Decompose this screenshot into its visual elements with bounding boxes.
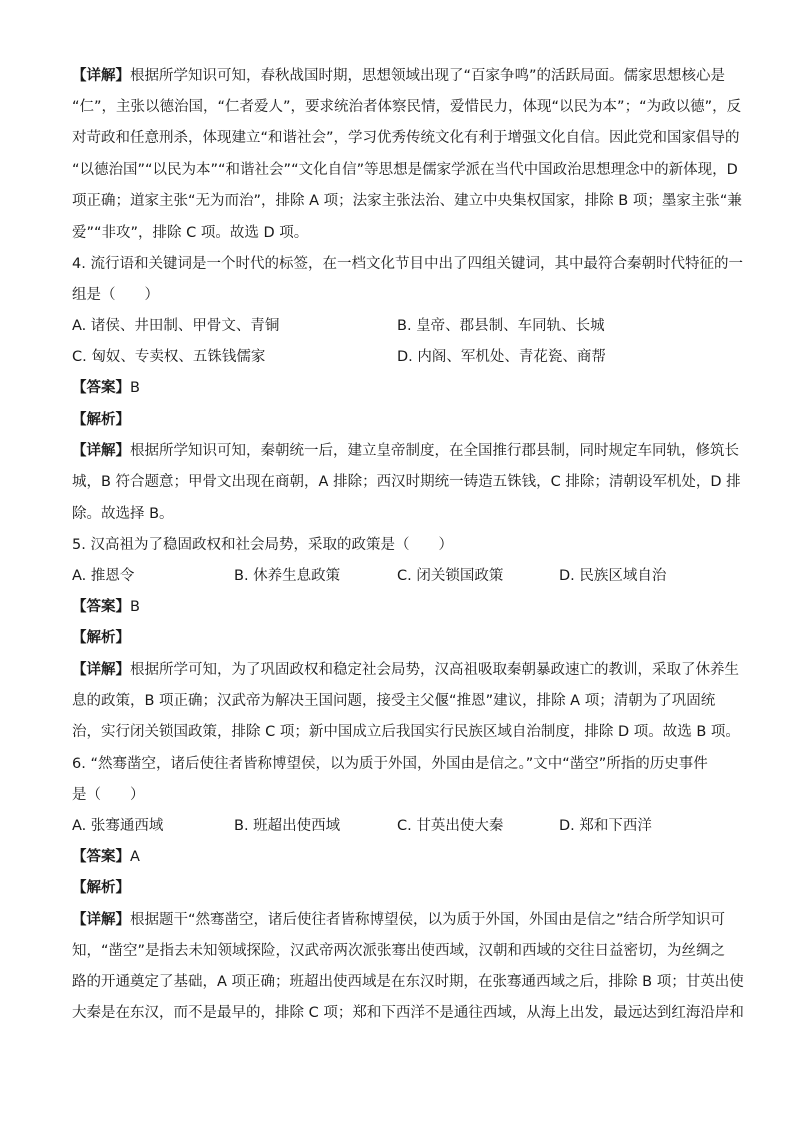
analysis-heading: 【解析】 (72, 412, 130, 428)
detail-line: 大秦是在东汉，而不是最早的，排除 C 项；郑和下西洋不是通往西域，从海上出发，最远达到红海沿岸和 (72, 1005, 744, 1021)
detail-tag: 【详解】 (72, 912, 130, 928)
detail-line: 知，“凿空”是指去未知领域探险，汉武帝两次派张骞出使西域，汉朝和西域的交往日益密切，为丝绸之 (72, 943, 726, 959)
option-c: C. 闭关锁国政策 (397, 568, 504, 584)
answer-line (72, 847, 140, 867)
option-a: A. 推恩令 (72, 568, 135, 584)
detail-tag: 【详解】 (72, 443, 130, 459)
question-stem: 组是（ ） (72, 287, 159, 303)
detail-line (72, 441, 739, 461)
option-d: D. 内阁、军机处、青花瓷、商帮 (397, 349, 606, 365)
detail-line: “以德治国”“以民为本”“和谐社会”“文化自信”等思想是儒家学派在当代中国政治思想理念中的新体现，D (72, 162, 738, 178)
analysis-heading: 【解析】 (72, 880, 130, 896)
detail-line: 路的开通奠定了基础，A 项正确；班超出使西域是在东汉时期，在张骞通西域之后，排除 B 项；甘英出使 (72, 974, 744, 990)
question-stem: 6. “然骞凿空，诸后使往者皆称博望侯，以为质于外国，外国由是信之。”文中“凿空”所指的历史事件 (72, 756, 708, 772)
detail-line (72, 66, 725, 86)
detail-line: 除。故选择 B。 (72, 506, 174, 522)
answer-value: B (130, 380, 140, 396)
option-c: C. 匈奴、专卖权、五铢钱儒家 (72, 349, 266, 365)
option-b: B. 班超出使西域 (234, 818, 341, 834)
detail-line: 城，B 符合题意；甲骨文出现在商朝，A 排除；西汉时期统一铸造五铢钱，C 排除；清朝设军机处，D 排 (72, 474, 741, 490)
question-stem: 4. 流行语和关键词是一个时代的标签，在一档文化节目中出了四组关键词，其中最符合秦朝时代特征的一 (72, 256, 743, 272)
answer-value: A (130, 849, 140, 865)
detail-line: 爱”“非攻”，排除 C 项。故选 D 项。 (72, 225, 309, 241)
detail-line: 对苛政和任意刑杀，体现建立“和谐社会”，学习优秀传统文化有利于增强文化自信。因此党和国家倡导的 (72, 130, 740, 146)
detail-line (72, 660, 739, 680)
option-b: B. 休养生息政策 (234, 568, 341, 584)
detail-text: 根据题干“然骞凿空，诸后使往者皆称博望侯，以为质于外国，外国由是信之”结合所学知识可 (130, 912, 726, 928)
option-c: C. 甘英出使大秦 (397, 818, 504, 834)
detail-text: 根据所学知识可知，春秋战国时期，思想领域出现了“百家争鸣”的活跃局面。儒家思想核心是 (130, 68, 726, 84)
detail-line: 项正确；道家主张“无为而治”，排除 A 项；法家主张法治、建立中央集权国家，排除 B 项；墨家主张“兼 (72, 193, 742, 209)
answer-line (72, 597, 140, 617)
answer-tag: 【答案】 (72, 849, 130, 865)
answer-tag: 【答案】 (72, 599, 130, 615)
option-d: D. 民族区域自治 (559, 568, 667, 584)
question-stem: 是（ ） (72, 787, 145, 803)
analysis-heading: 【解析】 (72, 630, 130, 646)
detail-tag: 【详解】 (72, 68, 130, 84)
detail-text: 根据所学可知，为了巩固政权和稳定社会局势，汉高祖吸取秦朝暴政速亡的教训，采取了休养生 (130, 662, 739, 678)
question-stem: 5. 汉高祖为了稳固政权和社会局势，采取的政策是（ ） (72, 537, 453, 553)
option-a: A. 诸侯、井田制、甲骨文、青铜 (72, 318, 280, 334)
option-a: A. 张骞通西域 (72, 818, 164, 834)
detail-line: 息的政策，B 项正确；汉武帝为解决王国问题，接受主父偃“推恩”建议，排除 A 项；清朝为了巩固统 (72, 693, 716, 709)
answer-value: B (130, 599, 140, 615)
detail-text: 根据所学知识可知，秦朝统一后，建立皇帝制度，在全国推行郡县制，同时规定车同轨，修筑长 (130, 443, 739, 459)
option-d: D. 郑和下西洋 (559, 818, 652, 834)
detail-line (72, 910, 725, 930)
answer-line (72, 378, 140, 398)
detail-line: 治，实行闭关锁国政策，排除 C 项；新中国成立后我国实行民族区域自治制度，排除 D 项。故选 B 项。 (72, 724, 740, 740)
option-b: B. 皇帝、郡县制、车同轨、长城 (397, 318, 605, 334)
detail-tag: 【详解】 (72, 662, 130, 678)
detail-line: “仁”，主张以德治国，“仁者爱人”，要求统治者体察民情，爱惜民力，体现“以民为本”；“为政以德”，反 (72, 99, 742, 115)
answer-tag: 【答案】 (72, 380, 130, 396)
